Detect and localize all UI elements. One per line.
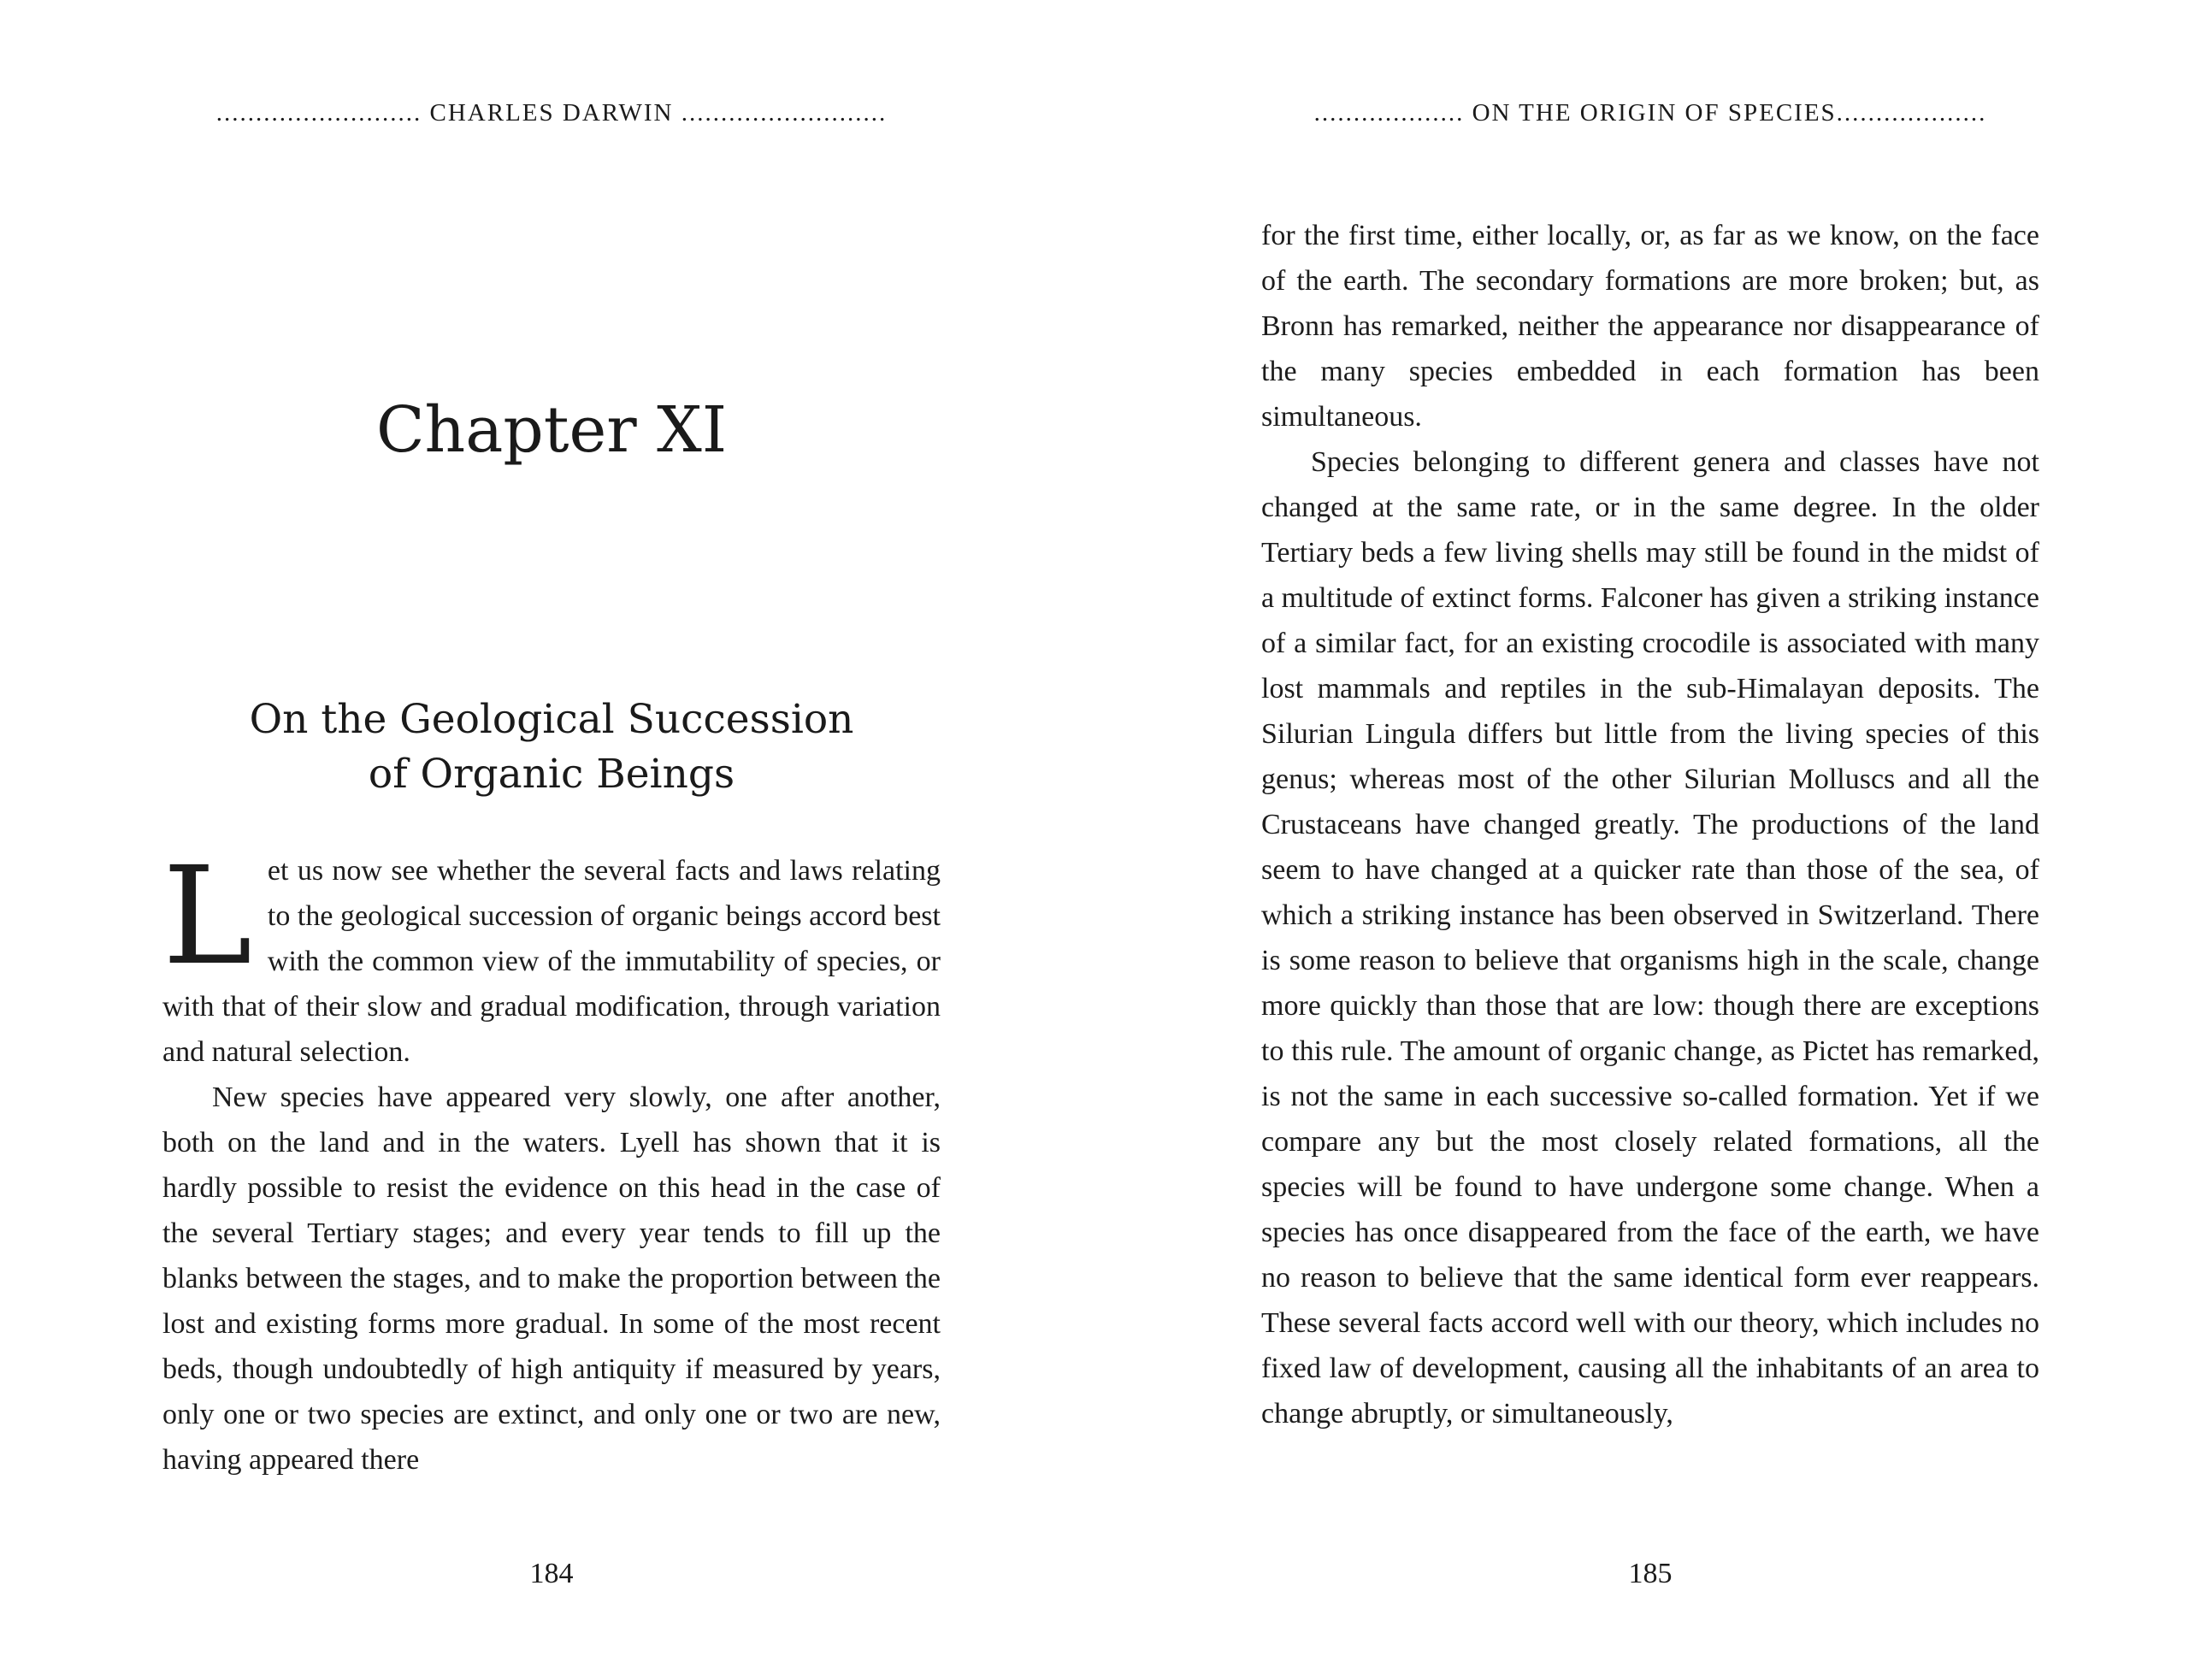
chapter-subtitle-line-2: of Organic Beings: [368, 751, 735, 798]
right-page: [1261, 0, 2039, 1680]
paragraph: New species have appeared very slowly, one after another, both on the land and in the waters. Lyell has shown that it is hardly possible to resist the evidence on this head in the case of the several Tertiary stages; and every year tends to fill up the blanks between the stages, and to make the proportion between the lost and existing forms more gradual. In some of the most recent beds, though undoubtedly of high antiquity if measured by years, only one or two species are extinct, and only one or two are new, having appeared there: [162, 1082, 941, 1476]
running-head-title: ................... ON THE ORIGIN OF SPECIES...................: [1313, 99, 1987, 127]
chapter-title: Chapter XI: [375, 393, 728, 467]
drop-cap: L: [162, 838, 252, 995]
chapter-subtitle-line-1: On the Geological Succession: [249, 696, 854, 743]
right-body-text: [1261, 213, 2039, 1436]
paragraph: Species belonging to different genera and classes have not changed at the same rate, or in the same degree. In the older Tertiary beds a few living shells may still be found in the midst of a multitude of extinct forms. Falconer has given a striking instance of a similar fact, for an existing crocodile is associated with many lost mammals and reptiles in the sub-Himalayan deposits. The Silurian Lingula differs but little from the living species of this genus; whereas most of the other Silurian Molluscs and all the Crustaceans have changed greatly. The productions of the land seem to have changed at a quicker rate than those of the sea, of which a striking instance has been observed in Switzerland. There is some reason to believe that organisms high in the scale, change more quickly than those that are low: though there are exceptions to this rule. The amount of organic change, as Pictet has remarked, is not the same in each successive so-called formation. Yet if we compare any but the most closely related formations, all the species will be found to have undergone some change. When a species has once disappeared from the face of the earth, we have no reason to believe that the same identical form ever reappears. These several facts accord well with our theory, which includes no fixed law of development, causing all the inhabitants of an area to change abruptly, or simultaneously,: [1261, 446, 2039, 1429]
page-number: 184: [529, 1558, 574, 1589]
paragraph-opening-text: et us now see whether the several facts and laws relating to the geological succession of organic beings accord best with the common view of the immutability of species, or with that of their slow and gradual modification, through variation and natural selection.: [162, 855, 941, 1068]
running-head-author: .......................... CHARLES DARWIN ..........................: [215, 99, 888, 127]
paragraph-opening: [162, 838, 941, 1075]
paragraph-continued: for the first time, either locally, or, as far as we know, on the face of the earth. The secondary formations are more broken; but, as Bronn has remarked, neither the appearance nor disappearance of the many species embedded in each formation has been simultaneous.: [1261, 220, 2039, 433]
left-body-text: [162, 838, 941, 1483]
left-page: [162, 0, 941, 1680]
page-number: 185: [1628, 1558, 1673, 1589]
chapter-subtitle: [162, 693, 941, 802]
